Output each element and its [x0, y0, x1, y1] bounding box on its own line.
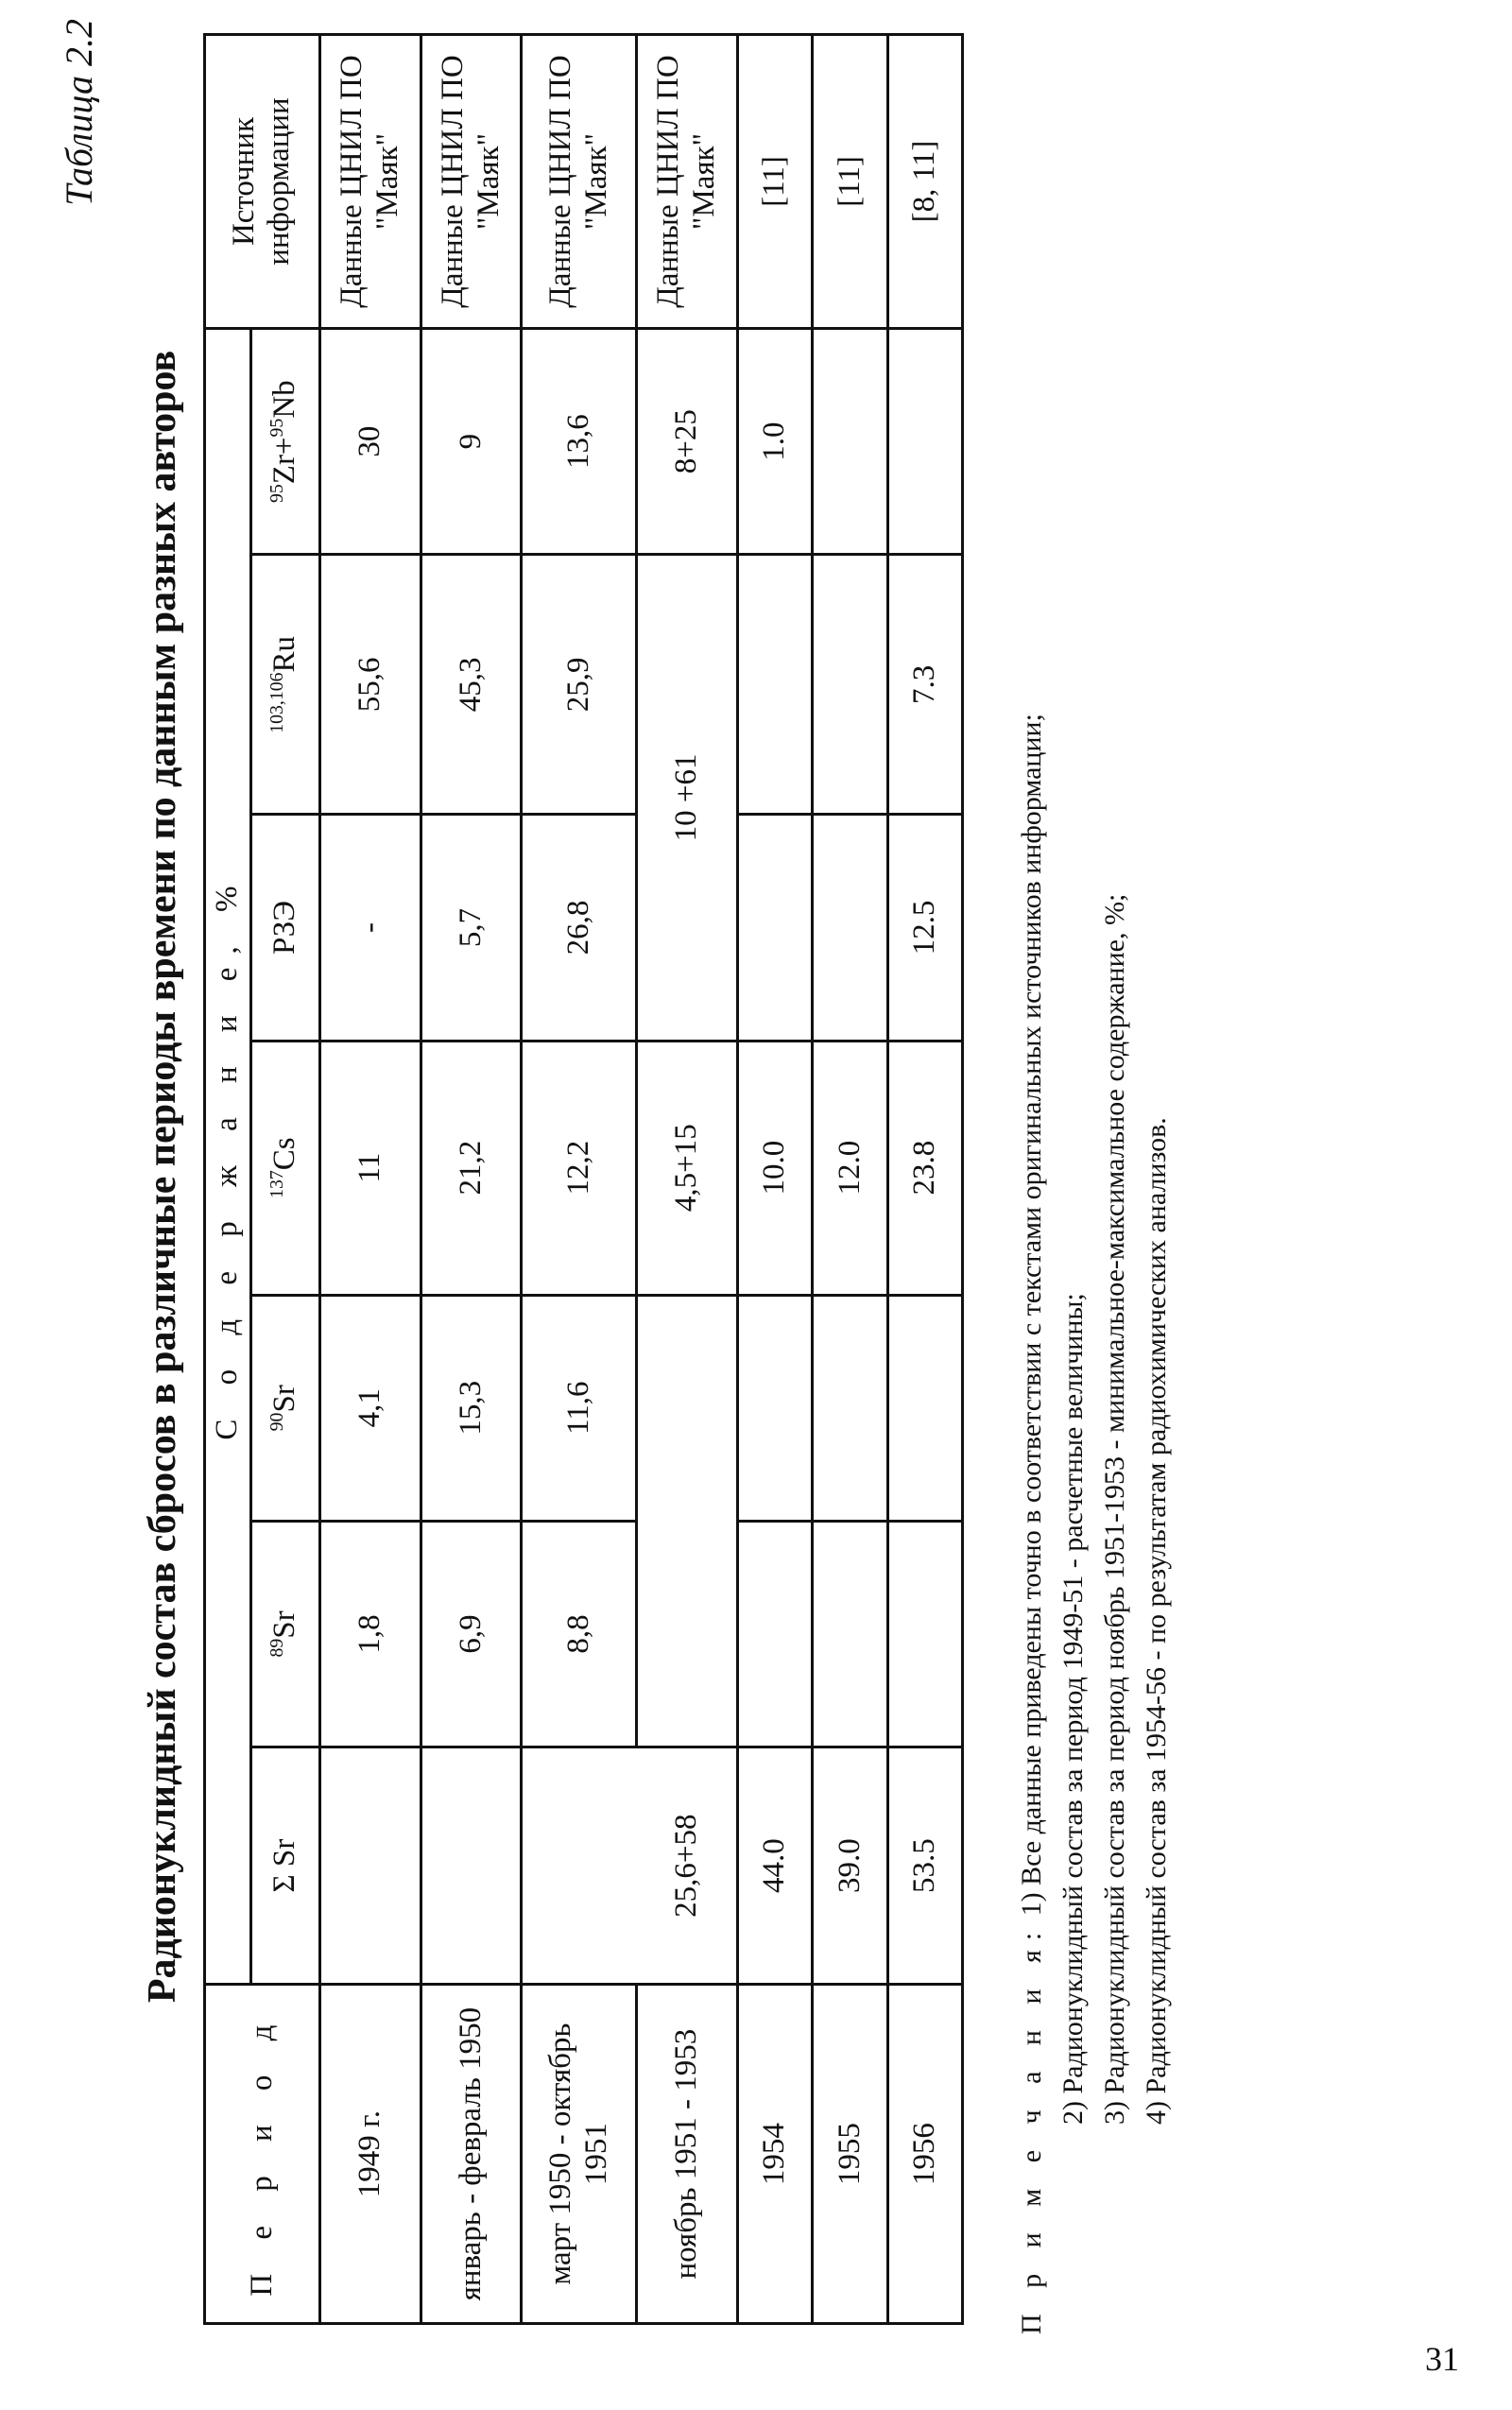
sum-sr-header: Σ Sr [250, 1747, 319, 1985]
table-row [738, 35, 813, 2324]
zr-nb-cell: 1.0 [738, 329, 813, 555]
ru-header: $^{103,106}$Ru [250, 555, 319, 815]
rze-cell [738, 815, 813, 1041]
zr-nb-cell [813, 329, 887, 555]
cs137-cell: 12,2 [522, 1041, 637, 1295]
note-item: 4) Радионуклидный состав за 1954-56 - по результатам радиохимических анализов. [1141, 1117, 1172, 2125]
sr90-cell [887, 1295, 962, 1521]
source-cell: [8, 11] [887, 35, 962, 329]
table-title: Радионуклидный состав сбросов в различные периоды времени по данным разных авторов [141, 350, 184, 2004]
sr90-cell: 15,3 [421, 1295, 522, 1521]
zr-nb-header: $^{95}$Zr+$^{95}$Nb [250, 329, 319, 555]
page-number: 31 [1425, 2340, 1459, 2378]
sr89-cell [813, 1521, 887, 1747]
source-cell: [11] [813, 35, 887, 329]
ru-cell [813, 555, 887, 815]
sr89-cell: 6,9 [421, 1521, 522, 1747]
source-cell: Данные ЦНИЛ ПО "Маяк" [522, 35, 637, 329]
rze-header: РЗЭ [250, 815, 319, 1041]
rotated-page-content [57, 19, 1380, 2334]
ru-cell: 25,9 [522, 555, 637, 815]
sr90-cell [738, 1295, 813, 1521]
header-row-1 [205, 35, 251, 2324]
zr-nb-cell: 13,6 [522, 329, 637, 555]
sr89-cell: 1,8 [319, 1521, 421, 1747]
cs137-cell: 4,5+15 [637, 1041, 738, 1295]
source-cell: [11] [738, 35, 813, 329]
table-row [421, 35, 522, 2324]
cs137-header: $^{137}$Cs [250, 1041, 319, 1295]
table-caption: Таблица 2.2 [58, 19, 100, 206]
sum-sr-cell [522, 1747, 637, 1985]
rze-cell: 12.5 [887, 815, 962, 1041]
table-row [319, 35, 421, 2324]
sr90-cell: 11,6 [522, 1295, 637, 1521]
period-cell: 1955 [813, 1985, 887, 2324]
cs137-cell: 11 [319, 1041, 421, 1295]
source-cell: Данные ЦНИЛ ПО "Маяк" [421, 35, 522, 329]
notes-block [1011, 28, 1177, 2334]
period-cell: 1949 г. [319, 1985, 421, 2324]
sum-sr-cell: 44.0 [738, 1747, 813, 1985]
ru-cell: 7.3 [887, 555, 962, 815]
sum-sr-cell: 39.0 [813, 1747, 887, 1985]
ru-cell: 55,6 [319, 555, 421, 815]
period-header: П е р и о д [205, 1985, 320, 2324]
rze-cell: 5,7 [421, 815, 522, 1041]
period-cell: ноябрь 1951 - 1953 [637, 1985, 738, 2324]
cs137-cell: 10.0 [738, 1041, 813, 1295]
rze-cell: 26,8 [522, 815, 637, 1041]
cs137-cell: 23.8 [887, 1041, 962, 1295]
source-header: Источник информации [205, 35, 320, 329]
sr90-cell [813, 1295, 887, 1521]
sr89-cell: 8,8 [522, 1521, 637, 1747]
period-cell: 1954 [738, 1985, 813, 2324]
notes-label: П р и м е ч а н и я: [1016, 1922, 1047, 2334]
sr89-header: $^{89}$Sr [250, 1521, 319, 1747]
zr-nb-cell: 9 [421, 329, 522, 555]
radionuclide-table [203, 33, 964, 2325]
table-row [887, 35, 962, 2324]
period-cell: 1956 [887, 1985, 962, 2324]
note-item: 2) Радионуклидный состав за период 1949-51 - расчетные величины; [1057, 1293, 1089, 2125]
source-cell: Данные ЦНИЛ ПО "Маяк" [319, 35, 421, 329]
sum-sr-cell [421, 1747, 522, 1985]
table-row [637, 35, 738, 2324]
source-cell: Данные ЦНИЛ ПО "Маяк" [637, 35, 738, 329]
sum-sr-cell [319, 1747, 421, 1985]
table-row [522, 35, 637, 2324]
rze-cell [813, 815, 887, 1041]
rze-cell: - [319, 815, 421, 1041]
sr90-cell: 4,1 [319, 1295, 421, 1521]
zr-nb-cell: 8+25 [637, 329, 738, 555]
rze-ru-merged-cell: 10 +61 [637, 555, 738, 1041]
sr89-sr90-merged-cell [637, 1295, 738, 1747]
note-item: 3) Радионуклидный состав за период ноябрь 1951-1953 - минимальное-максимальное содержание, %; [1099, 893, 1130, 2125]
sr90-header: $^{90}$Sr [250, 1295, 319, 1521]
table-row [813, 35, 887, 2324]
sr89-cell [738, 1521, 813, 1747]
ru-cell: 45,3 [421, 555, 522, 815]
zr-nb-cell [887, 329, 962, 555]
ru-cell [738, 555, 813, 815]
note-line [1011, 28, 1053, 2334]
period-cell: март 1950 - октябрь 1951 [522, 1985, 637, 2324]
sum-sr-cell: 53.5 [887, 1747, 962, 1985]
note-item: 1) Все данные приведены точно в соответствии с текстами оригинальных источников информации; [1016, 714, 1047, 1917]
zr-nb-cell: 30 [319, 329, 421, 555]
period-cell: январь - февраль 1950 [421, 1985, 522, 2324]
sr89-cell [887, 1521, 962, 1747]
cs137-cell: 21,2 [421, 1041, 522, 1295]
sum-sr-cell: 25,6+58 [637, 1747, 738, 1985]
header-row-2 [250, 35, 319, 2324]
content-group-header: С о д е р ж а н и е, % [205, 329, 251, 1985]
cs137-cell: 12.0 [813, 1041, 887, 1295]
